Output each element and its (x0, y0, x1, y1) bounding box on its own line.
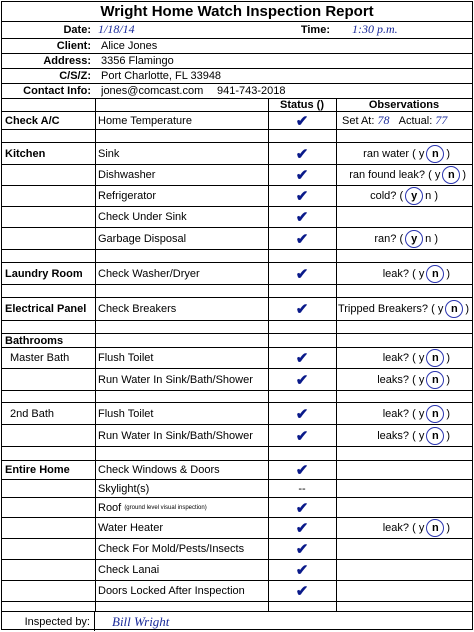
address-label: Address: (43, 55, 91, 67)
subsection-master-bath: Master Bath (10, 352, 70, 364)
obs-text: cold? (370, 190, 397, 202)
item-doors-locked: Doors Locked After Inspection (98, 585, 245, 597)
column-header-row (2, 99, 472, 112)
item-home-temperature: Home Temperature (98, 114, 192, 127)
contact-email: jones@comcast.com (101, 85, 204, 97)
inspected-by-row (2, 612, 472, 631)
electrical-row (2, 298, 472, 321)
paren: ( (412, 267, 416, 280)
heater-observation (336, 518, 472, 538)
master-flush-row (2, 348, 472, 369)
paren: ( (412, 522, 416, 534)
lanai-row (2, 560, 472, 581)
under-sink-row (2, 207, 472, 228)
section-entire-home: Entire Home (5, 464, 70, 476)
option-y: y (418, 429, 425, 442)
client-row (2, 39, 472, 54)
item-water-heater: Water Heater (98, 522, 164, 534)
item-sink: Sink (98, 147, 120, 160)
ac-observation (342, 112, 472, 129)
check-icon: ✔ (295, 188, 309, 205)
set-at-label: Set At: (342, 114, 375, 127)
inspector-signature: Bill Wright (112, 613, 170, 629)
check-icon: ✔ (295, 462, 309, 479)
spacer-row (2, 391, 472, 403)
paren: ( (412, 373, 416, 386)
paren: ) (446, 373, 450, 386)
ac-row (2, 112, 472, 130)
dishwasher-row (2, 165, 472, 186)
date-label: Date: (63, 23, 91, 36)
second-water-row (2, 425, 472, 447)
spacer-row (2, 130, 472, 143)
circled-y: y (405, 230, 423, 248)
obs-text: ran found leak? (349, 169, 426, 181)
section-electrical: Electrical Panel (5, 303, 87, 315)
option-n: n (425, 232, 432, 245)
heater-row (2, 518, 472, 539)
time-label: Time: (300, 23, 330, 36)
paren: ) (446, 352, 450, 364)
option-y: y (418, 373, 425, 386)
circled-n: n (426, 145, 444, 163)
actual-label: Actual: (398, 114, 433, 127)
item-lanai: Check Lanai (98, 564, 160, 576)
spacer-row (2, 285, 472, 298)
item-skylights: Skylight(s) (98, 482, 150, 495)
spacer-row (2, 447, 472, 461)
paren: ( (412, 407, 416, 420)
paren: ) (446, 267, 450, 280)
paren: ) (465, 303, 469, 315)
check-icon: ✔ (295, 167, 309, 184)
time-value: 1:30 p.m. (352, 22, 398, 36)
second-flush-row (2, 403, 472, 425)
dishwasher-observation (336, 165, 472, 185)
check-icon: ✔ (295, 499, 309, 517)
refrigerator-row (2, 186, 472, 207)
paren: ) (446, 429, 450, 442)
paren: ( (431, 303, 435, 315)
contact-label: Contact Info: (23, 85, 91, 97)
paren: ( (399, 232, 404, 245)
sink-row (2, 143, 472, 165)
obs-text: leak? (382, 407, 410, 420)
inspection-table (2, 99, 472, 629)
circled-n: n (426, 427, 444, 445)
spacer-row (2, 602, 472, 612)
obs-text: ran? (374, 232, 397, 245)
check-icon: ✔ (295, 371, 309, 389)
inspected-by-label: Inspected by: (2, 612, 95, 631)
address-value: 3356 Flamingo (101, 55, 174, 67)
master-water-row (2, 369, 472, 391)
section-bathrooms: Bathrooms (5, 334, 64, 347)
check-icon: ✔ (295, 583, 309, 600)
circled-n: n (426, 519, 444, 537)
second-water-observation (336, 425, 472, 446)
laundry-row (2, 263, 472, 285)
obs-text: leaks? (377, 373, 410, 386)
client-label: Client: (56, 40, 91, 52)
laundry-observation (336, 263, 472, 284)
csz-value: Port Charlotte, FL 33948 (101, 70, 222, 82)
paren: ( (412, 429, 416, 442)
skylights-status: -- (298, 482, 306, 495)
bathrooms-row (2, 334, 472, 348)
date-row (2, 21, 472, 39)
date-value: 1/18/14 (98, 22, 135, 36)
circled-n: n (426, 349, 444, 367)
check-icon: ✔ (295, 145, 309, 163)
item-run-water: Run Water In Sink/Bath/Shower (98, 373, 253, 386)
observations-header: Observations (368, 99, 440, 111)
item-roof (98, 498, 268, 517)
second-flush-observation (336, 403, 472, 424)
check-icon: ✔ (295, 209, 309, 226)
set-at-value: 78 (377, 113, 390, 127)
circled-n: n (426, 265, 444, 283)
mold-row (2, 539, 472, 560)
circled-n: n (445, 300, 463, 318)
check-icon: ✔ (295, 427, 309, 445)
item-windows-doors: Check Windows & Doors (98, 464, 220, 476)
contact-row (2, 84, 472, 99)
obs-text: leaks? (377, 429, 410, 442)
disposal-observation (336, 228, 472, 249)
paren: ) (434, 232, 438, 245)
check-icon: ✔ (295, 405, 309, 423)
option-n: n (425, 190, 432, 202)
item-run-water: Run Water In Sink/Bath/Shower (98, 429, 253, 442)
disposal-row (2, 228, 472, 250)
master-water-observation (336, 369, 472, 390)
refrigerator-observation (336, 186, 472, 206)
inspection-report (1, 1, 473, 630)
spacer-row (2, 321, 472, 334)
option-y: y (418, 407, 425, 420)
roof-row (2, 498, 472, 518)
option-y: y (418, 147, 425, 160)
paren: ) (434, 190, 438, 202)
status-header: Status () (280, 99, 324, 111)
paren: ) (462, 169, 466, 181)
windows-row (2, 461, 472, 480)
skylights-row (2, 480, 472, 498)
sink-observation (336, 143, 472, 164)
report-title: Wright Home Watch Inspection Report (2, 2, 472, 22)
roof-label: Roof (98, 501, 122, 514)
paren: ) (446, 147, 450, 160)
master-flush-observation (336, 348, 472, 368)
paren: ( (428, 169, 432, 181)
subsection-2nd-bath: 2nd Bath (10, 407, 55, 420)
item-flush-toilet: Flush Toilet (98, 407, 154, 420)
paren: ( (399, 190, 404, 202)
circled-n: n (442, 166, 460, 184)
contact-phone: 941-743-2018 (217, 85, 286, 97)
address-row (2, 54, 472, 69)
paren: ) (446, 522, 450, 534)
option-y: y (418, 352, 425, 364)
csz-label: C/S/Z: (59, 70, 91, 82)
check-icon: ✔ (295, 265, 309, 283)
actual-value: 77 (435, 113, 448, 127)
item-garbage-disposal: Garbage Disposal (98, 232, 187, 245)
check-icon: ✔ (295, 350, 309, 367)
roof-note: (ground level visual inspection) (124, 504, 207, 511)
option-y: y (418, 522, 425, 534)
item-mold-pests: Check For Mold/Pests/Insects (98, 543, 245, 555)
option-y: y (437, 303, 444, 315)
check-icon: ✔ (295, 541, 309, 558)
check-icon: ✔ (295, 230, 309, 248)
item-flush-toilet: Flush Toilet (98, 352, 154, 364)
obs-text: ran water (363, 147, 410, 160)
item-washer-dryer: Check Washer/Dryer (98, 267, 200, 280)
obs-text: Tripped Breakers? (337, 303, 429, 315)
circled-y: y (405, 187, 423, 205)
circled-n: n (426, 371, 444, 389)
obs-text: leak? (382, 352, 410, 364)
item-dishwasher: Dishwasher (98, 169, 156, 181)
check-icon: ✔ (295, 301, 309, 318)
option-y: y (434, 169, 441, 181)
item-breakers: Check Breakers (98, 303, 177, 315)
csz-row (2, 69, 472, 84)
item-under-sink: Check Under Sink (98, 211, 187, 223)
item-refrigerator: Refrigerator (98, 190, 157, 202)
client-value: Alice Jones (101, 40, 158, 52)
doors-row (2, 581, 472, 602)
option-y: y (418, 267, 425, 280)
electrical-observation (336, 298, 472, 320)
obs-text: leak? (382, 267, 410, 280)
paren: ) (446, 407, 450, 420)
section-kitchen: Kitchen (5, 147, 46, 160)
check-icon: ✔ (295, 520, 309, 537)
spacer-row (2, 250, 472, 263)
paren: ( (412, 147, 416, 160)
check-icon: ✔ (295, 562, 309, 579)
check-icon: ✔ (295, 112, 309, 129)
section-laundry: Laundry Room (5, 267, 83, 280)
section-check-ac: Check A/C (5, 114, 60, 127)
obs-text: leak? (382, 522, 410, 534)
circled-n: n (426, 405, 444, 423)
paren: ( (412, 352, 416, 364)
